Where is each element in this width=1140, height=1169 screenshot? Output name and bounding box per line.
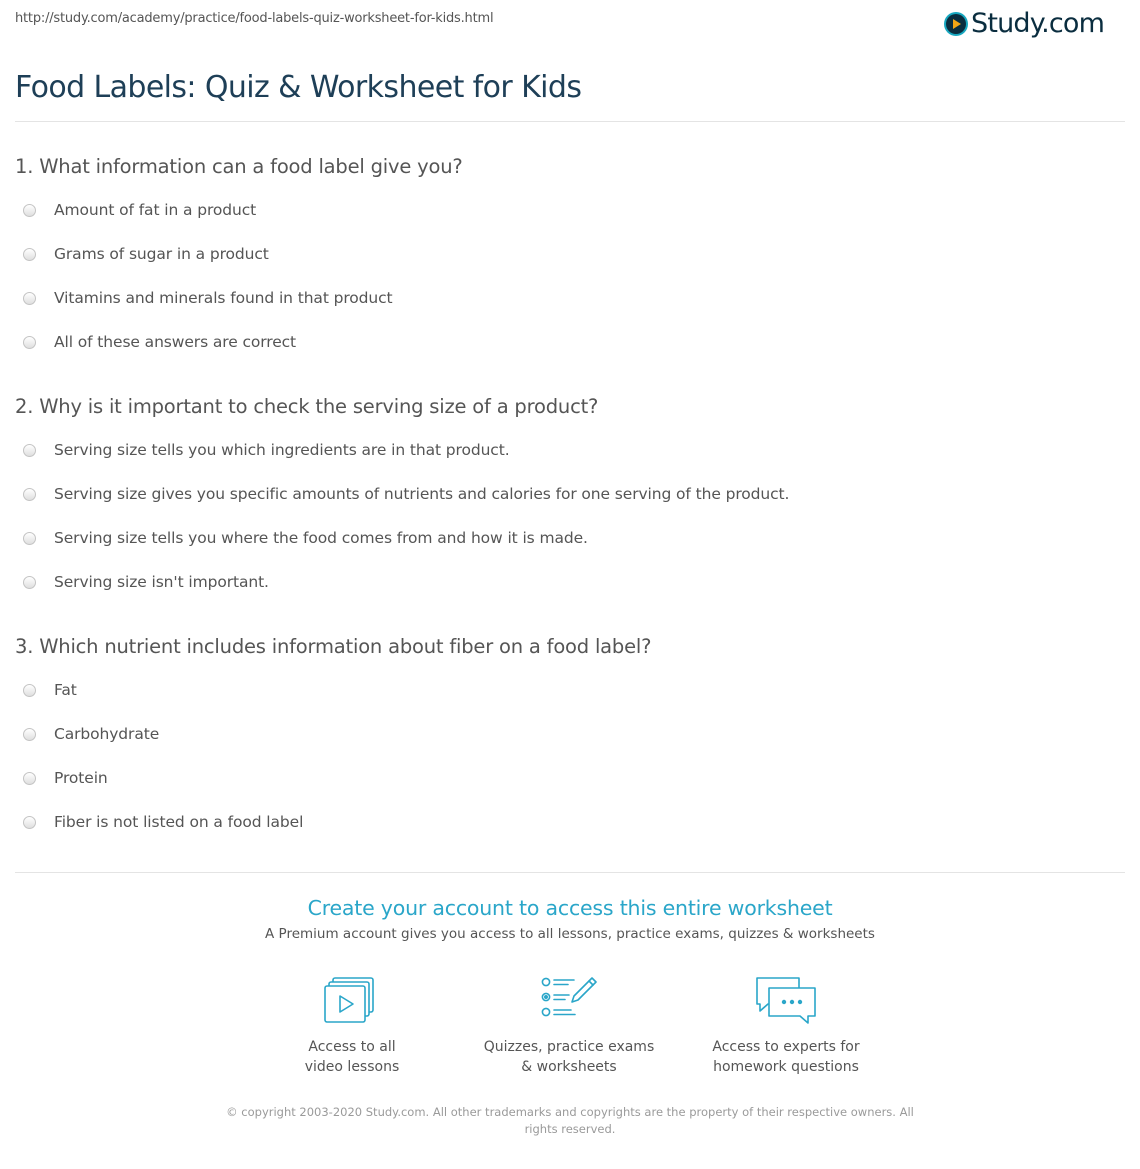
radio-button[interactable]: [23, 728, 36, 741]
radio-button[interactable]: [23, 336, 36, 349]
study-logo[interactable]: [944, 6, 1104, 42]
question-text: 3. Which nutrient includes information about fiber on a food label?: [15, 635, 652, 658]
answer-label: Protein: [54, 769, 108, 787]
answer-option[interactable]: [23, 482, 789, 506]
answer-option[interactable]: [23, 526, 588, 550]
radio-button[interactable]: [23, 532, 36, 545]
title-divider: [15, 121, 1125, 122]
top-bar: [0, 0, 1140, 50]
answer-label: Serving size isn't important.: [54, 573, 269, 591]
answer-label: Vitamins and minerals found in that product: [54, 289, 393, 307]
answer-label: Carbohydrate: [54, 725, 160, 743]
answer-option[interactable]: [23, 330, 296, 354]
feature-label: Access to all video lessons: [304, 1039, 400, 1075]
radio-button[interactable]: [23, 204, 36, 217]
create-account-link[interactable]: Create your account to access this entire worksheet: [307, 896, 833, 920]
chat-bubbles-icon: [754, 975, 818, 1027]
radio-button[interactable]: [23, 292, 36, 305]
play-logo-icon: [944, 12, 968, 36]
answer-label: Grams of sugar in a product: [54, 245, 269, 263]
feature-label: Access to experts for homework questions: [712, 1039, 860, 1075]
radio-button[interactable]: [23, 444, 36, 457]
cta-subtitle: A Premium account gives you access to all lessons, practice exams, quizzes & worksheets: [265, 926, 875, 942]
answer-label: Fiber is not listed on a food label: [54, 813, 304, 831]
radio-button[interactable]: [23, 772, 36, 785]
page-url: http://study.com/academy/practice/food-labels-quiz-worksheet-for-kids.html: [15, 11, 494, 26]
answer-label: Serving size tells you where the food comes from and how it is made.: [54, 529, 588, 547]
answer-label: Serving size tells you which ingredients are in that product.: [54, 441, 510, 459]
feature-video-lessons: [242, 975, 462, 1077]
answer-option[interactable]: [23, 286, 393, 310]
logo-wordmark: Study.com: [971, 8, 1105, 39]
radio-button[interactable]: [23, 248, 36, 261]
answer-option[interactable]: [23, 678, 77, 702]
video-lessons-icon: [324, 975, 380, 1027]
answer-option[interactable]: [23, 722, 159, 746]
copyright-footer: © copyright 2003-2020 Study.com. All other trademarks and copyrights are the property of their respective owners. All rights reserved.: [226, 1105, 914, 1136]
answer-label: Serving size gives you specific amounts of nutrients and calories for one serving of the product.: [54, 485, 790, 503]
answer-option[interactable]: [23, 242, 269, 266]
answer-label: Fat: [54, 681, 77, 699]
answer-option[interactable]: [23, 766, 108, 790]
answer-label: Amount of fat in a product: [54, 201, 257, 219]
feature-label: Quizzes, practice exams & worksheets: [483, 1039, 655, 1075]
answer-option[interactable]: [23, 810, 303, 834]
radio-button[interactable]: [23, 576, 36, 589]
answer-option[interactable]: [23, 198, 256, 222]
page-title: Food Labels: Quiz & Worksheet for Kids: [15, 70, 582, 105]
question-text: 2. Why is it important to check the serving size of a product?: [15, 395, 599, 418]
signup-cta: [0, 893, 1140, 943]
feature-quizzes: [459, 975, 679, 1077]
quiz-checklist-icon: [541, 975, 597, 1027]
radio-button[interactable]: [23, 488, 36, 501]
feature-experts: [676, 975, 896, 1077]
cta-divider: [15, 872, 1125, 873]
radio-button[interactable]: [23, 684, 36, 697]
question-1: [15, 155, 1125, 351]
radio-button[interactable]: [23, 816, 36, 829]
question-3: [15, 635, 1125, 831]
question-text: 1. What information can a food label give you?: [15, 155, 463, 178]
answer-option[interactable]: [23, 438, 510, 462]
answer-label: All of these answers are correct: [54, 333, 297, 351]
question-2: [15, 395, 1125, 591]
answer-option[interactable]: [23, 570, 269, 594]
